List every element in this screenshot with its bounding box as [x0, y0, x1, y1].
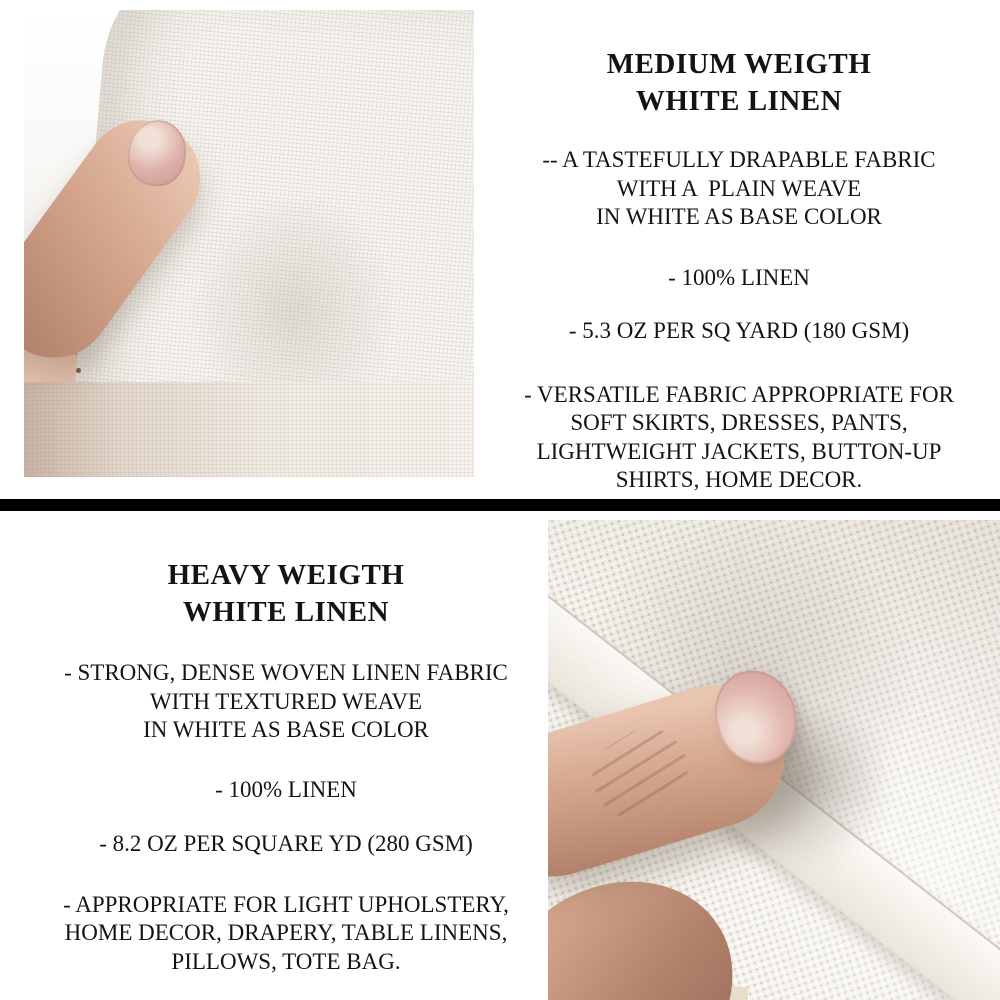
section-divider-bar: [0, 499, 1000, 511]
photo-medium-linen: [24, 10, 474, 477]
medium-linen-specs: [483, 46, 995, 495]
title-line: MEDIUM WEIGTH: [606, 48, 872, 80]
uses-line: SHIRTS, HOME DECOR.: [615, 467, 863, 492]
description-line: -- A TASTEFULLY DRAPABLE FABRIC: [542, 147, 936, 172]
heavy-fiber-content: [16, 776, 556, 805]
weight-line: - 5.3 OZ PER SQ YARD (180 GSM): [568, 318, 910, 343]
heavy-fabric-weight: [16, 830, 556, 859]
heavy-title: [16, 557, 556, 631]
heavy-linen-specs: [16, 557, 556, 976]
medium-fabric-weight: [483, 317, 995, 346]
uses-line: SOFT SKIRTS, DRESSES, PANTS,: [570, 410, 908, 435]
description-line: IN WHITE AS BASE COLOR: [596, 204, 882, 229]
title-line: WHITE LINEN: [182, 596, 390, 628]
description-line: IN WHITE AS BASE COLOR: [143, 717, 429, 742]
uses-line: LIGHTWEIGHT JACKETS, BUTTON-UP: [536, 438, 942, 464]
medium-suggested-uses: [483, 381, 995, 495]
heavy-suggested-uses: [16, 891, 556, 977]
title-line: HEAVY WEIGTH: [167, 559, 405, 591]
fiber-line: - 100% LINEN: [668, 264, 810, 290]
description-line: WITH A PLAIN WEAVE: [616, 175, 862, 201]
uses-line: HOME DECOR, DRAPERY, TABLE LINENS,: [64, 920, 508, 945]
description-line: - STRONG, DENSE WOVEN LINEN FABRIC: [64, 660, 508, 685]
medium-description: [483, 146, 995, 232]
medium-title: [483, 46, 995, 120]
skin-mole: [76, 368, 81, 373]
title-line: WHITE LINEN: [635, 85, 843, 117]
uses-line: PILLOWS, TOTE BAG.: [171, 948, 401, 974]
uses-line: - APPROPRIATE FOR LIGHT UPHOLSTERY,: [63, 891, 509, 917]
uses-line: - VERSATILE FABRIC APPROPRIATE FOR: [524, 381, 954, 407]
photo-heavy-linen: [548, 520, 1000, 1000]
medium-fiber-content: [483, 264, 995, 293]
fiber-line: - 100% LINEN: [215, 776, 357, 802]
weight-line: - 8.2 OZ PER SQUARE YD (280 GSM): [99, 831, 473, 856]
heavy-description: [16, 659, 556, 745]
description-line: WITH TEXTURED WEAVE: [149, 688, 423, 714]
fabric-bottom-strip: [24, 382, 474, 477]
